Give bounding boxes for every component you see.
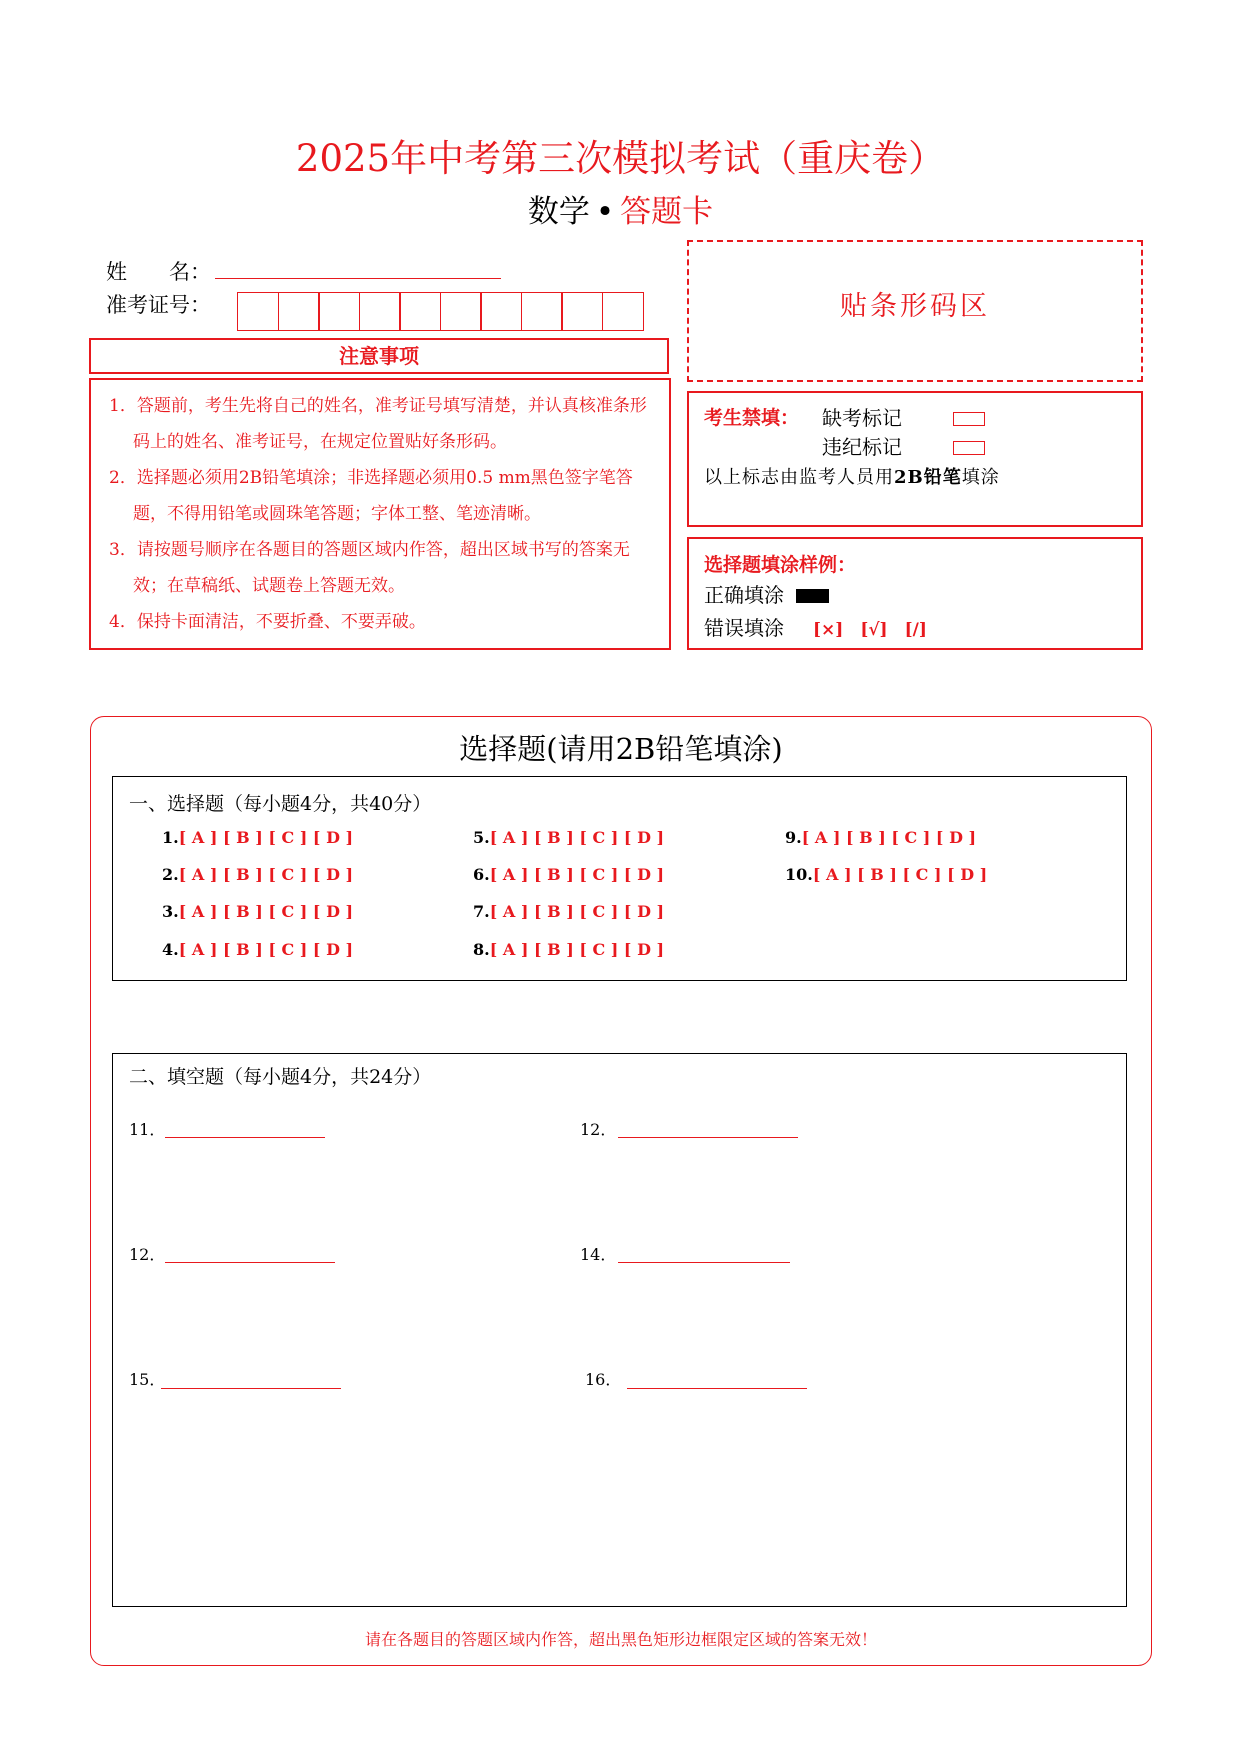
id-digit-box[interactable] <box>602 292 644 331</box>
violation-mark-box[interactable] <box>953 441 985 455</box>
notice-item: 4．保持卡面清洁，不要折叠、不要弄破。 <box>109 612 426 632</box>
question-number: 2. <box>162 865 179 884</box>
forbidden-note-suffix: 填涂 <box>961 467 1000 488</box>
id-digit-box[interactable] <box>440 292 482 331</box>
id-digit-box[interactable] <box>399 292 441 331</box>
multiple-choice-box <box>112 776 1127 981</box>
part2-heading: 二、填空题（每小题4分，共24分） <box>129 1066 432 1088</box>
question-number: 6. <box>473 865 490 884</box>
answer-options[interactable]: [ A ] [ B ] [ C ] [ D ] <box>178 902 354 921</box>
notice-heading: 注意事项 <box>89 338 669 374</box>
blank-number: 14． <box>580 1245 617 1264</box>
card-subtitle <box>0 186 1241 231</box>
question-row[interactable] <box>473 828 664 847</box>
blank-answer-line[interactable] <box>165 1262 335 1263</box>
violation-label: 违纪标记 <box>822 435 902 459</box>
answer-options[interactable]: [ A ] [ B ] [ C ] [ D ] <box>812 865 988 884</box>
question-row[interactable] <box>162 865 353 884</box>
blank-answer-line[interactable] <box>618 1137 798 1138</box>
blank-number: 11． <box>129 1120 166 1139</box>
blank-answer-line[interactable] <box>627 1388 807 1389</box>
forbidden-note-bold: 2B铅笔 <box>894 467 962 488</box>
id-digit-box[interactable] <box>278 292 320 331</box>
question-number: 3. <box>162 902 179 921</box>
id-digit-box[interactable] <box>521 292 563 331</box>
blank-number: 12． <box>129 1245 166 1264</box>
question-row[interactable] <box>785 865 987 884</box>
exam-title: 2025年中考第三次模拟考试（重庆卷） <box>295 137 946 180</box>
choice-section-title: 选择题(请用2B铅笔填涂) <box>459 732 783 766</box>
answer-options[interactable]: [ A ] [ B ] [ C ] [ D ] <box>489 828 665 847</box>
fill-blank-box <box>112 1053 1127 1607</box>
notice-item: 1．答题前，考生先将自己的姓名，准考证号填写清楚，并认真核准条形码上的姓名、准考证号，在规定位置贴好条形码。 <box>109 396 647 452</box>
forbidden-note-prefix: 以上标志由监考人员用 <box>704 467 894 488</box>
forbidden-box <box>687 391 1143 527</box>
id-digit-box[interactable] <box>318 292 360 331</box>
fill-sample-box <box>687 537 1143 650</box>
card-label: 答题卡 <box>620 194 714 230</box>
part1-heading: 一、选择题（每小题4分，共40分） <box>129 793 432 815</box>
absent-mark-box[interactable] <box>953 412 985 426</box>
question-number: 8. <box>473 940 490 959</box>
title-separator: • <box>595 194 615 230</box>
blank-number: 16． <box>585 1370 622 1389</box>
blank-number: 12． <box>580 1120 617 1139</box>
answer-options[interactable]: [ A ] [ B ] [ C ] [ D ] <box>489 940 665 959</box>
question-row[interactable] <box>162 902 353 921</box>
question-number: 4. <box>162 940 179 959</box>
answer-options[interactable]: [ A ] [ B ] [ C ] [ D ] <box>489 902 665 921</box>
id-digit-box[interactable] <box>237 292 279 331</box>
fill-sample-label: 选择题填涂样例： <box>704 554 857 576</box>
forbidden-note <box>704 463 1000 489</box>
correct-fill-sample <box>796 589 829 603</box>
barcode-area: 贴条形码区 <box>687 240 1143 382</box>
id-digit-box[interactable] <box>359 292 401 331</box>
id-number-boxes[interactable] <box>237 292 642 331</box>
blank-answer-line[interactable] <box>618 1262 790 1263</box>
id-digit-box[interactable] <box>561 292 603 331</box>
absent-label: 缺考标记 <box>822 406 902 430</box>
question-number: 5. <box>473 828 490 847</box>
wrong-fill-marks: [×] [√] [/] <box>813 620 927 640</box>
blank-number: 15． <box>129 1370 166 1389</box>
blank-answer-line[interactable] <box>161 1388 341 1389</box>
wrong-fill-label: 错误填涂 <box>704 616 784 640</box>
correct-fill-label: 正确填涂 <box>704 583 784 607</box>
answer-options[interactable]: [ A ] [ B ] [ C ] [ D ] <box>801 828 977 847</box>
question-row[interactable] <box>473 940 664 959</box>
answer-options[interactable]: [ A ] [ B ] [ C ] [ D ] <box>178 865 354 884</box>
blank-answer-line[interactable] <box>165 1137 325 1138</box>
answer-options[interactable]: [ A ] [ B ] [ C ] [ D ] <box>178 828 354 847</box>
notice-item: 3．请按题号顺序在各题目的答题区域内作答，超出区域书写的答案无效；在草稿纸、试题卷上答题无效。 <box>109 540 630 596</box>
question-row[interactable] <box>162 940 353 959</box>
name-field[interactable] <box>215 278 501 279</box>
answer-options[interactable]: [ A ] [ B ] [ C ] [ D ] <box>489 865 665 884</box>
id-digit-box[interactable] <box>480 292 522 331</box>
question-number: 10. <box>785 865 813 884</box>
notice-list <box>89 378 671 650</box>
question-number: 7. <box>473 902 490 921</box>
subject-label: 数学 <box>527 194 590 230</box>
question-row[interactable] <box>162 828 353 847</box>
question-row[interactable] <box>785 828 976 847</box>
question-row[interactable] <box>473 865 664 884</box>
notice-item: 2．选择题必须用2B铅笔填涂；非选择题必须用0.5 mm黑色签字笔答题，不得用铅笔或圆珠笔答题；字体工整、笔迹清晰。 <box>109 468 633 524</box>
footer-warning: 请在各题目的答题区域内作答，超出黑色矩形边框限定区域的答案无效！ <box>364 1630 877 1649</box>
question-number: 1. <box>162 828 179 847</box>
forbidden-label: 考生禁填： <box>704 407 800 429</box>
question-number: 9. <box>785 828 802 847</box>
answer-options[interactable]: [ A ] [ B ] [ C ] [ D ] <box>178 940 354 959</box>
question-row[interactable] <box>473 902 664 921</box>
id-label: 准考证号： <box>106 293 211 317</box>
name-label: 姓 名： <box>106 260 211 284</box>
